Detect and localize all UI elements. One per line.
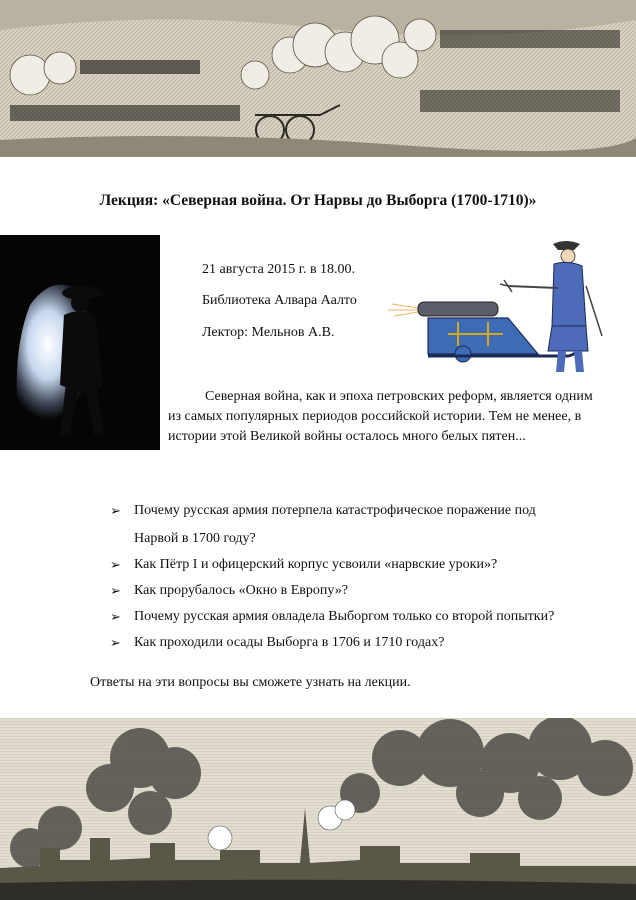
- arrow-bullet-icon: ➢: [110, 609, 121, 624]
- arrow-bullet-icon: ➢: [110, 557, 121, 572]
- arrow-bullet-icon: ➢: [110, 503, 121, 518]
- question-item: [110, 580, 610, 602]
- questions-list: [110, 500, 610, 658]
- question-text: Как проходили осады Выборга в 1706 и 1710 годах?: [134, 635, 445, 650]
- event-date-time: 21 августа 2015 г. в 18.00.: [202, 262, 356, 277]
- question-text: Почему русская армия потерпела катастрофическое поражение под: [134, 503, 536, 518]
- cave-silhouette-photo: [0, 235, 160, 450]
- question-item: [110, 606, 610, 628]
- question-text-continued: Нарвой в 1700 году?: [134, 531, 256, 546]
- event-lecturer: Лектор: Мельнов А.В.: [202, 325, 335, 340]
- question-text: Как Пётр I и офицерский корпус усвоили «нарвские уроки»?: [134, 557, 498, 572]
- event-venue: Библиотека Алвара Аалто: [202, 293, 357, 308]
- arrow-bullet-icon: ➢: [110, 635, 121, 650]
- question-item: [110, 554, 610, 576]
- question-item: [110, 632, 610, 654]
- question-text: Почему русская армия овладела Выборгом только со второй попытки?: [134, 609, 555, 624]
- question-item: [110, 500, 610, 550]
- intro-paragraph: Северная война, как и эпоха петровских реформ, является одним из самых популярных периодов российской истории. Тем не менее, в истории этой Великой войны осталось много белых пятен...: [168, 389, 593, 444]
- page-title: Лекция: «Северная война. От Нарвы до Выборга (1700-1710)»: [99, 192, 537, 209]
- battle-engraving-banner: [0, 0, 636, 157]
- siege-engraving-banner: [0, 718, 636, 900]
- closing-note: Ответы на эти вопросы вы сможете узнать на лекции.: [90, 675, 411, 690]
- question-text: Как прорубалось «Окно в Европу»?: [134, 583, 348, 598]
- cannon-soldier-illustration: [388, 236, 608, 376]
- arrow-bullet-icon: ➢: [110, 583, 121, 598]
